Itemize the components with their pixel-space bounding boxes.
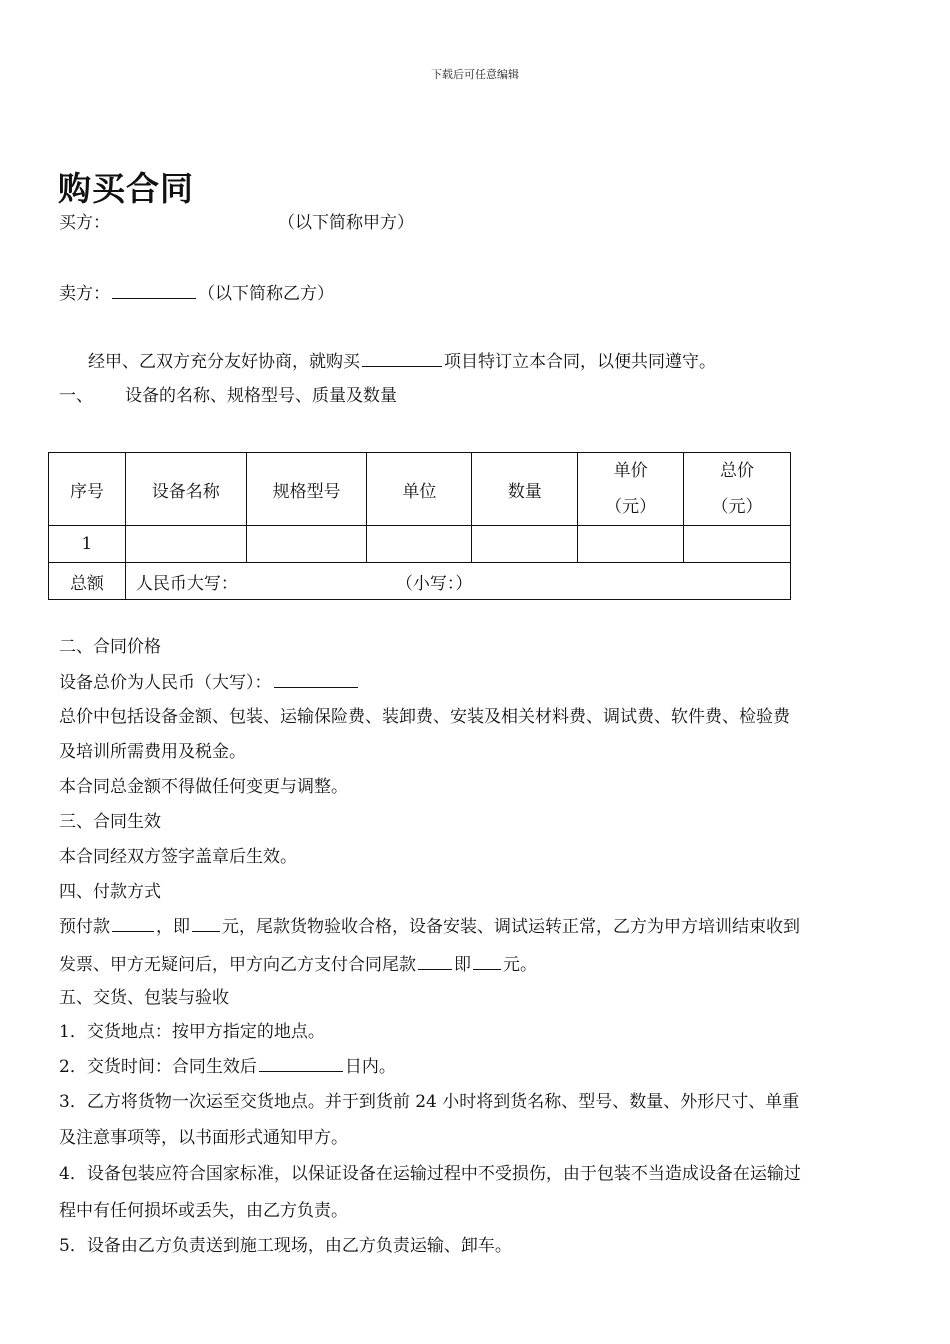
header-model: 规格型号 bbox=[246, 453, 367, 526]
unit-price-line1: 单价 bbox=[613, 461, 648, 481]
table-header-row bbox=[49, 453, 791, 526]
section5-item2-text: 2．交货时间：合同生效后 bbox=[59, 1057, 257, 1077]
prepay-amount-blank bbox=[192, 915, 220, 932]
header-no: 序号 bbox=[49, 453, 126, 526]
section5-item4b: 程中有任何损坏或丢失，由乙方负责。 bbox=[59, 1201, 348, 1221]
section3-title: 三、合同生效 bbox=[59, 812, 161, 832]
section5-item1: 1．交货地点：按甲方指定的地点。 bbox=[59, 1022, 325, 1042]
section2-title: 二、合同价格 bbox=[59, 637, 161, 657]
row1-cell bbox=[578, 526, 684, 563]
delivery-days-blank bbox=[259, 1055, 343, 1072]
intro-before: 经甲、乙双方充分友好协商，就购买 bbox=[88, 352, 360, 372]
section2-line2: 总价中包括设备金额、包装、运输保险费、装卸费、安装及相关材料费、调试费、软件费、检验费 bbox=[59, 707, 790, 727]
section2-line1-text: 设备总价为人民币（大写）： bbox=[59, 673, 272, 693]
seller-label: 卖方： bbox=[59, 284, 110, 304]
final-amount-blank bbox=[473, 953, 501, 970]
total-price-line1: 总价 bbox=[720, 461, 755, 481]
section5-item3a: 3．乙方将货物一次运至交货地点。并于到货前 24 小时将到货名称、型号、数量、外形尺寸、单重 bbox=[59, 1092, 800, 1112]
section2-line1 bbox=[59, 671, 360, 694]
section4-title: 四、付款方式 bbox=[59, 882, 161, 902]
unit-price-line2: （元） bbox=[605, 497, 657, 517]
section5-title: 五、交货、包装与验收 bbox=[59, 988, 229, 1008]
section4-line2-text: 发票、甲方无疑问后，甲方向乙方支付合同尾款 bbox=[59, 955, 416, 975]
total-rmb: 人民币大写： bbox=[135, 573, 238, 594]
header-qty: 数量 bbox=[472, 453, 578, 526]
header-note: 下载后可任意编辑 bbox=[431, 68, 519, 81]
total-price-blank bbox=[274, 671, 358, 688]
total-small: （小写：） bbox=[395, 573, 473, 594]
row1-cell bbox=[684, 526, 791, 563]
section5-item2-end: 日内。 bbox=[344, 1057, 396, 1077]
seller-note: （以下简称乙方） bbox=[198, 284, 334, 304]
buyer-note: （以下简称甲方） bbox=[278, 213, 414, 233]
section2-line4: 本合同总金额不得做任何变更与调整。 bbox=[59, 777, 348, 797]
header-unit: 单位 bbox=[367, 453, 472, 526]
header-total-price bbox=[684, 453, 791, 526]
section1-heading bbox=[59, 385, 397, 407]
buyer-label: 买方： bbox=[59, 213, 110, 233]
seller-blank bbox=[112, 282, 196, 299]
section4-line2 bbox=[59, 953, 537, 976]
seller-line bbox=[59, 282, 334, 305]
section1-number: 一、 bbox=[59, 386, 93, 406]
section5-item3b: 及注意事项等，以书面形式通知甲方。 bbox=[59, 1128, 348, 1148]
row1-cell bbox=[125, 526, 246, 563]
section1-title: 设备的名称、规格型号、质量及数量 bbox=[125, 386, 397, 406]
final-payment-i: 即 bbox=[454, 955, 471, 975]
table-row bbox=[49, 526, 791, 563]
prepay-label: 预付款 bbox=[59, 917, 110, 937]
equipment-table bbox=[48, 452, 791, 600]
section5-item4a: 4．设备包装应符合国家标准，以保证设备在运输过程中不受损伤，由于包装不当造成设备在运输过 bbox=[59, 1164, 801, 1184]
project-blank bbox=[362, 350, 442, 367]
header-name: 设备名称 bbox=[125, 453, 246, 526]
section3-line1: 本合同经双方签字盖章后生效。 bbox=[59, 847, 297, 867]
section5-item2 bbox=[59, 1055, 396, 1078]
total-price-line2: （元） bbox=[711, 497, 763, 517]
buyer-line bbox=[59, 212, 414, 234]
total-row bbox=[49, 563, 791, 600]
total-amount-cell bbox=[125, 563, 790, 600]
section5-item5: 5．设备由乙方负责送到施工现场，由乙方负责运输、卸车。 bbox=[59, 1236, 512, 1256]
intro-line bbox=[88, 350, 716, 373]
header-unit-price bbox=[578, 453, 684, 526]
final-payment-yuan: 元。 bbox=[503, 955, 537, 975]
section4-line1 bbox=[59, 915, 800, 938]
section2-line3: 及培训所需费用及税金。 bbox=[59, 742, 246, 762]
intro-after: 项目特订立本合同，以便共同遵守。 bbox=[444, 352, 716, 372]
row1-no: 1 bbox=[49, 526, 126, 563]
prepay-blank bbox=[112, 915, 154, 932]
section4-line1-rest: 元，尾款货物验收合格，设备安装、调试运转正常，乙方为甲方培训结束收到 bbox=[222, 917, 800, 937]
prepay-i: ，即 bbox=[156, 917, 190, 937]
total-label: 总额 bbox=[49, 563, 126, 600]
row1-cell bbox=[472, 526, 578, 563]
row1-cell bbox=[246, 526, 367, 563]
page-title: 购买合同 bbox=[58, 169, 194, 208]
final-payment-blank bbox=[418, 953, 452, 970]
row1-cell bbox=[367, 526, 472, 563]
